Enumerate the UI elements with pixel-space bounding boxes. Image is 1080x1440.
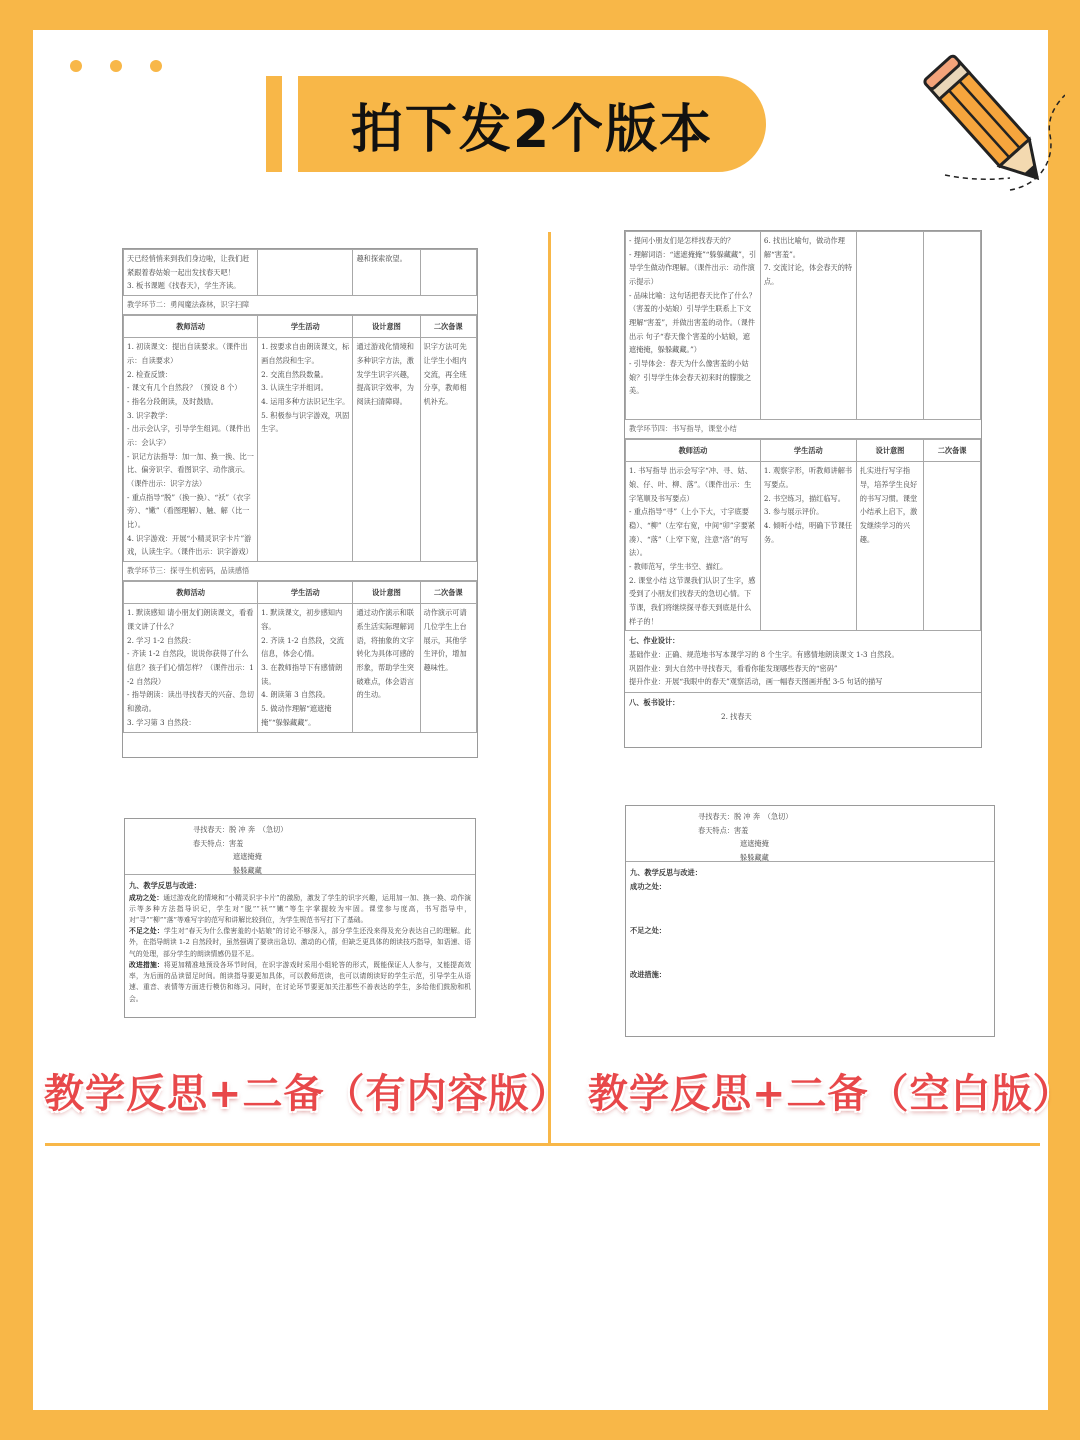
student-activity-cell (760, 232, 856, 420)
cell-text: - 指名分段朗读，及时鼓励。 (127, 397, 218, 407)
cell-text: - 识记方法指导：加一加、换一换、比一比、偏旁识字、看图识字、动作演示。（课件出示：识字方法） (127, 451, 254, 489)
page-title: 拍下发2个版本 (350, 99, 714, 160)
table-header-row (124, 581, 477, 604)
student-activity-cell (760, 462, 856, 631)
cell-text: - 提问小朋友们是怎样找春天的？ (629, 236, 735, 245)
cell-text: 3. 学习第 3 自然段： (127, 717, 196, 727)
cell-text: 4. 识字游戏：开展“小精灵识字卡片”游戏，认读生字。（课件出示：识字游戏） (127, 533, 253, 557)
cell-text: 1. 观察字形，听教师讲解书写要点。 (763, 466, 853, 490)
cell-text: 3. 识字教学： (127, 410, 173, 420)
board-line: 春天特点：害羞 (698, 825, 749, 835)
table-cell (420, 250, 477, 296)
second-prep-cell (420, 604, 477, 732)
pencil-icon (890, 40, 1065, 200)
board-line: 寻找春天：脱 冲 奔 （急切） (698, 812, 793, 821)
reflection-title: 九、教学反思与改进： (129, 881, 201, 890)
design-intent-cell (856, 462, 923, 631)
table-row (124, 338, 477, 562)
horizontal-divider (45, 1143, 1040, 1146)
teacher-activity-cell (124, 604, 258, 732)
cell-text: 7. 交流讨论，体会春天的特点。 (763, 263, 853, 287)
teacher-activity-cell (626, 462, 761, 631)
cell-text: 2. 课堂小结 这节课我们认识了生字，感受到了小朋友们找春天的急切心情。下节课，我们将继续探寻春天到底是什么样子的！ (629, 575, 756, 626)
improve-label: 改进措施： (630, 969, 666, 979)
activity-table (625, 439, 981, 632)
cell-text: 天已经悄悄来到我们身边啦，让我们赶紧跟着春姑娘一起出发找春天吧！ (127, 254, 250, 277)
cell-text: - 重点指导“寻”（上小下大，寸字底要稳）、“柳”（左窄右宽，中间“卯”字要紧凑）、“落”（上窄下宽，注意“洛”的写法）。 (629, 507, 756, 558)
board-design (125, 819, 475, 875)
cell-text: 1. 默读课文，初步感知内容。 (261, 608, 343, 632)
right-lesson-plan-page (624, 230, 982, 748)
activity-table (625, 231, 981, 420)
second-prep-cell (924, 232, 981, 420)
cell-text: 2. 齐读 1-2 自然段，交流信息，体会心情。 (261, 635, 344, 659)
column-header: 二次备课 (420, 315, 477, 338)
cell-text: 4. 运用多种方法识记生字。 (261, 397, 350, 407)
table-row (626, 462, 981, 631)
column-header: 设计意图 (856, 439, 923, 462)
reflection-improvement (125, 960, 475, 1005)
cell-text: - 齐读 1-2 自然段，说说你获得了什么信息？孩子们心情怎样？（课件出示：1-2 自然段） (127, 649, 254, 686)
cell-text: 3. 认读生字并组词。 (261, 383, 328, 393)
column-header: 教师活动 (124, 315, 258, 338)
cell-text: 4. 朗读第 3 自然段。 (261, 690, 330, 700)
table-cell (124, 250, 258, 296)
cell-text: 3. 板书课题《找春天》，学生齐读。 (127, 281, 241, 291)
title-accent-bar (266, 76, 282, 172)
cell-text: 1. 初读课文：提出自读要求。（课件出示：自读要求） (127, 342, 248, 366)
board-line: 春天特点：害羞 (193, 838, 244, 848)
student-activity-cell (258, 604, 353, 732)
success-label: 成功之处： (129, 893, 164, 902)
weak-label: 不足之处： (630, 925, 666, 935)
cell-text: 1. 按要求自由朗读课文，标画自然段和生字。 (261, 342, 350, 366)
cell-text: - 教师范写，学生书空、描红。 (629, 562, 728, 572)
cell-text: 2. 书空练习，描红临写。 (763, 493, 845, 503)
left-lesson-plan-page (122, 248, 478, 758)
board-line: 遮遮掩掩 (233, 852, 262, 862)
table-cell (258, 250, 353, 296)
intro-table (123, 249, 477, 296)
improve-label: 改进措施： (129, 960, 164, 969)
section-heading: 教学环节三：探寻生机密码，品读感悟 (123, 562, 477, 581)
board-line: 遮遮掩掩 (740, 839, 769, 849)
title-banner (298, 76, 766, 172)
column-header: 设计意图 (353, 581, 420, 604)
cell-text: 5. 积极参与识字游戏，巩固生字。 (261, 410, 350, 434)
cell-text: 扎实进行写字指导，培养学生良好的书写习惯。课堂小结承上启下，激发继续学习的兴趣。 (859, 466, 918, 544)
second-prep-cell (924, 462, 981, 631)
column-header: 教师活动 (124, 581, 258, 604)
column-header: 学生活动 (258, 315, 353, 338)
teacher-activity-cell (124, 338, 258, 562)
column-header: 教师活动 (626, 439, 761, 462)
reflection-title: 九、教学反思与改进： (630, 868, 702, 877)
cell-text: - 课文有几个自然段？（预设 8 个） (127, 383, 242, 393)
board-section (625, 693, 981, 726)
cell-text: 2. 检查反馈： (127, 369, 173, 379)
column-header: 学生活动 (258, 581, 353, 604)
cell-text: 动作演示可请几位学生上台展示，其他学生评价，增加趣味性。 (423, 608, 467, 673)
cell-text: 趣和探索欲望。 (356, 254, 407, 263)
table-cell (353, 250, 420, 296)
section-heading: 教学环节二：勇闯魔法森林，识字扫障 (123, 296, 477, 315)
activity-table (123, 581, 477, 733)
cell-text: 6. 找出比喻句，做动作理解“害羞”。 (763, 236, 845, 259)
dot (150, 60, 162, 72)
cell-text: 通过游戏化情境和多种识字方法，激发学生识字兴趣，提高识字效率，为阅读扫清障碍。 (356, 342, 414, 407)
second-prep-cell (420, 338, 477, 562)
window-dots-icon (70, 60, 162, 72)
cell-text: - 理解词语：“遮遮掩掩”“躲躲藏藏”，引导学生做动作理解。（课件出示：动作演示提示） (629, 249, 757, 287)
homework-line: 提升作业：开展“我眼中的春天”观察活动，画一幅春天图画并配 3-5 句话的描写 (629, 677, 883, 687)
homework-line: 巩固作业：到大自然中寻找春天，看看你能发现哪些春天的“密码” (629, 663, 838, 673)
activity-table (123, 315, 477, 562)
column-header: 二次备课 (420, 581, 477, 604)
reflection-weakness (125, 926, 475, 960)
table-header-row (626, 439, 981, 462)
weak-text: 学生对“春天为什么像害羞的小姑娘”的讨论不够深入，部分学生还没来得及充分表达自己的理解。此外，在指导朗读 1-2 自然段时，虽然强调了要读出急切、激动的心情，但缺乏更具体的朗读技巧指导，如语速、语气的处理，部分学生的朗读情感仍显不足。 (129, 927, 472, 958)
design-intent-cell (856, 232, 923, 420)
cell-text: - 指导朗读：读出寻找春天的兴奋、急切和激动。 (127, 690, 254, 714)
section-heading: 教学环节四：书写指导，课堂小结 (625, 420, 981, 439)
teacher-activity-cell (626, 232, 761, 420)
table-header-row (124, 315, 477, 338)
cell-text: 4. 倾听小结，明确下节课任务。 (763, 521, 853, 544)
column-header: 学生活动 (760, 439, 856, 462)
reflection-success (125, 893, 475, 927)
board-line: 躲躲藏藏 (233, 866, 262, 876)
table-row (626, 232, 981, 420)
dot (70, 60, 82, 72)
success-text: 通过游戏化的情境和“小精灵识字卡片”的激励，激发了学生的识字兴趣，运用加一加、换一换、动作演示等多种方法指导识记，学生对“脱”“袄”“嫩”等生字掌握较为牢固。课堂参与度高，书写指导中，对“寻”“柳”“落”等难写字的范写和讲解比较到位，为学生规范书写打下了基础。 (129, 893, 471, 925)
column-header: 二次备课 (924, 439, 981, 462)
column-header: 设计意图 (353, 315, 420, 338)
homework-title: 七、作业设计： (629, 636, 680, 646)
cell-text: - 品味比喻：这句话把春天比作了什么？（害羞的小姑娘）引导学生联系上下文理解“害羞”，并做出害羞的动作。（课件出示 句子“春天像个害羞的小姑娘，遮遮掩掩，躲躲藏藏。”） (629, 290, 756, 355)
homework-section (625, 631, 981, 693)
board-subtitle: 2. 找春天 (721, 711, 752, 721)
board-title: 八、板书设计： (629, 698, 680, 708)
cell-text: 识字方法可先让学生小组内交流，再全班分享，教师相机补充。 (423, 342, 467, 407)
homework-line: 基础作业：正确、规范地书写本课学习的 8 个生字。有感情地朗读课文 1-3 自然段。 (629, 650, 899, 660)
cell-text: 1. 书写指导 出示会写字“冲、寻、姑、娘、仔、叶、柳、落”。（课件出示：生字笔顺及书写要点） (629, 466, 752, 503)
caption-right: 教学反思+二备（空白版） (588, 1071, 1074, 1117)
improve-text: 将更加精准地预设各环节时间，在识字游戏时采用小组轮答的形式，既能保证人人参与，又能提高效率，为后面的品读留足时间。朗读指导要更加具体，可以教师范读，也可以请朗读好的学生示范，引导学生从语速、重音、表情等方面进行模仿和练习。同时，在讨论环节要更加关注那些不善表达的学生，多给他们鼓励和机会。 (129, 960, 472, 1003)
table-row (124, 250, 477, 296)
board-line: 躲躲藏藏 (740, 853, 769, 863)
right-reflection-page (625, 805, 995, 1037)
table-row (124, 604, 477, 732)
caption-left: 教学反思+二备（有内容版） (44, 1071, 571, 1117)
cell-text: 2. 学习 1-2 自然段： (127, 635, 196, 645)
cell-text: 5. 做动作理解“遮遮掩掩”“躲躲藏藏”。 (261, 704, 332, 727)
student-activity-cell (258, 338, 353, 562)
cell-text: 2. 交流自然段数量。 (261, 369, 328, 379)
board-design (626, 806, 994, 862)
cell-text: 3. 参与展示评价。 (763, 507, 824, 517)
design-intent-cell (353, 338, 420, 562)
cell-text: 通过动作演示和联系生活实际理解词语，将抽象的文字转化为具体可感的形象，帮助学生突破难点，体会语言的生动。 (356, 608, 414, 700)
cell-text: - 出示会认字，引导学生组词。（课件出示：会认字） (127, 424, 251, 448)
vertical-divider (548, 232, 551, 1144)
board-line: 寻找春天：脱 冲 奔 （急切） (193, 825, 288, 834)
left-reflection-page (124, 818, 476, 1018)
cell-text: 1. 默读感知 请小朋友们朗读课文，看看课文讲了什么？ (127, 608, 254, 632)
weak-label: 不足之处： (129, 927, 164, 936)
cell-text: - 引导体会：春天为什么像害羞的小姑娘？引导学生体会春天初来时的朦胧之美。 (629, 359, 752, 396)
dot (110, 60, 122, 72)
cell-text: - 重点指导“脱”（换一换）、“袄”（衣字旁）、“嫩”（看图理解）、触、解（比一比）。 (127, 492, 251, 530)
design-intent-cell (353, 604, 420, 732)
success-label: 成功之处： (630, 881, 666, 891)
cell-text: 3. 在教师指导下有感情朗读。 (261, 663, 343, 686)
